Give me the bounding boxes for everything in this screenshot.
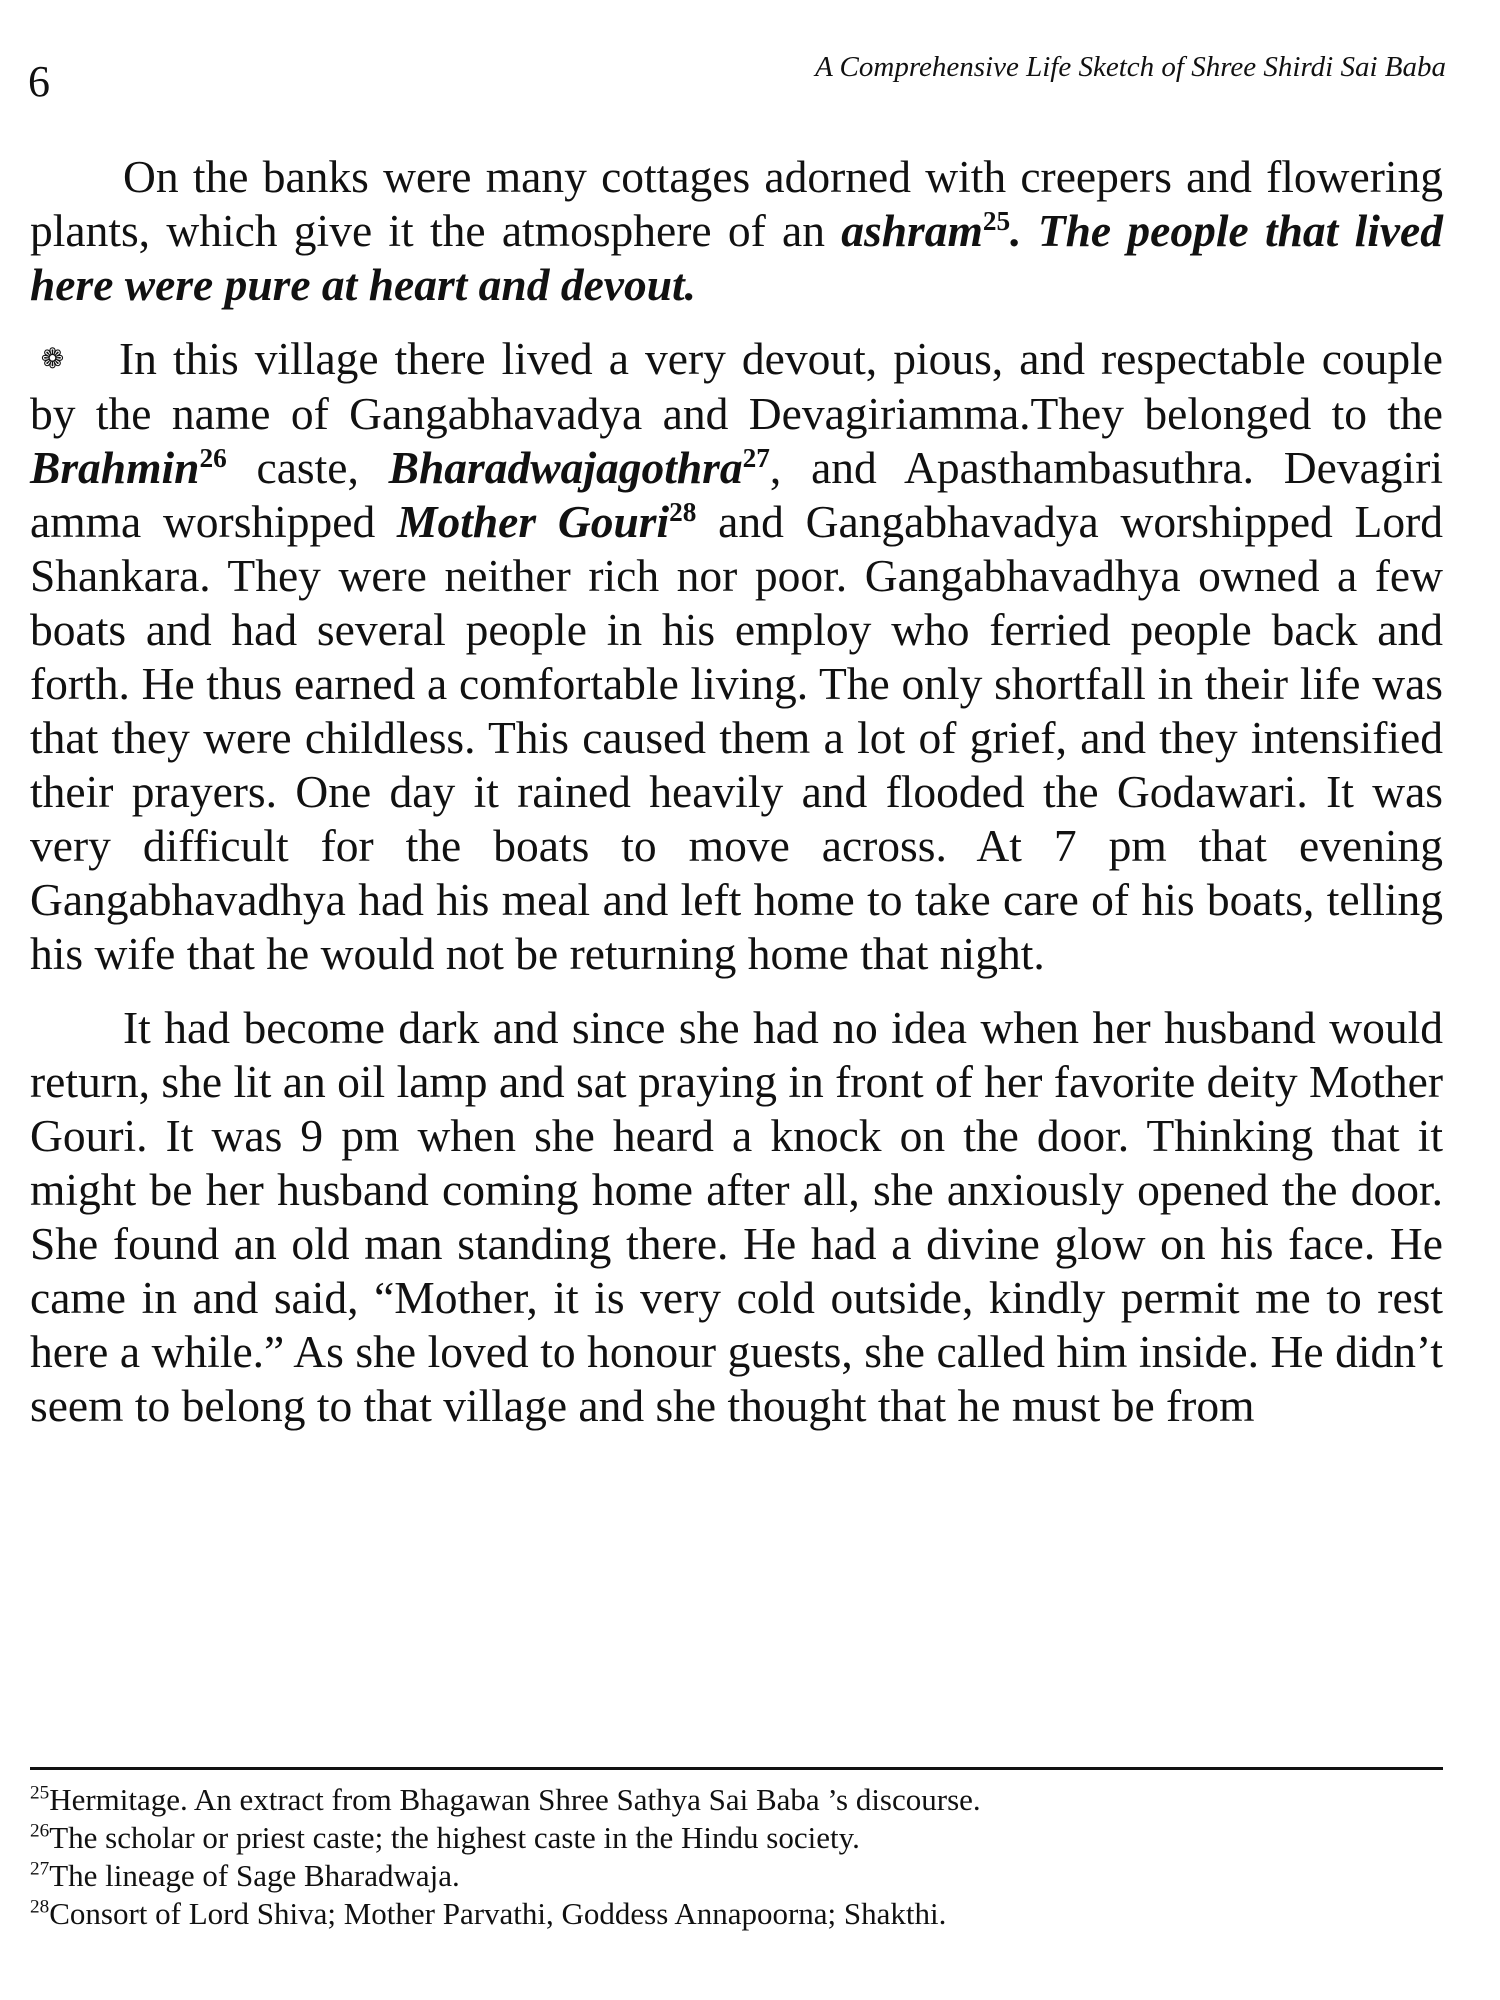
term-bharadwajagothra: Bharadwajagothra — [388, 442, 743, 493]
footnotes — [30, 1781, 1443, 1933]
footnote-26 — [30, 1819, 1443, 1857]
paragraph-text: and Gangabhavadya worshipped Lord Shankara. They were neither rich nor poor. Gangabhavadhya owned a few boats and had several people in his employ who ferried people back and forth. He thus earned a comfortable living. The only shortfall in their life was that they were childless. This caused them a lot of grief, and they intensified their prayers. One day it rained heavily and flooded the Godawari. It was very difficult for the boats to move across. At 7 pm that evening Gangabhavadhya had his meal and left home to take care of his boats, telling his wife that he would not be returning home that night. — [30, 496, 1443, 979]
paragraph-text: , and Apasthambasuthra. Devagiri amma worshipped — [30, 442, 1443, 547]
footnote-number: 27 — [30, 1858, 50, 1880]
footnote-27 — [30, 1857, 1443, 1895]
term-ashram: ashram — [841, 205, 983, 256]
footnote-ref-25: 25 — [982, 205, 1011, 236]
term-mother-gouri: Mother Gouri — [397, 496, 670, 547]
page-number: 6 — [28, 57, 50, 106]
footnote-divider — [30, 1767, 1443, 1770]
footnote-text: Hermitage. An extract from Bhagawan Shree Sathya Sai Baba ’s discourse. — [49, 1782, 981, 1817]
paragraph-text: On the banks were many cottages adorned with creepers and flowering plants, which give it the atmosphere of an — [30, 151, 1443, 256]
paragraph-text: caste, — [226, 442, 389, 493]
footnote-ref-27: 27 — [742, 442, 770, 473]
footnote-number: 26 — [30, 1820, 50, 1842]
footnote-text: Consort of Lord Shiva; Mother Parvathi, Goddess Annapoorna; Shakthi. — [49, 1896, 947, 1931]
paragraph-text: . The people that lived here were pure at heart and devout. — [30, 205, 1443, 310]
paragraph-2 — [30, 332, 1443, 981]
paragraph-1 — [30, 150, 1443, 312]
main-text — [30, 150, 1443, 1453]
paragraph-3: It had become dark and since she had no idea when her husband would return, she lit an oil lamp and sat praying in front of her favorite deity Mother Gouri. It was 9 pm when she heard a knock on the door. Thinking that it might be her husband coming home after all, she anxiously opened the door. She found an old man standing there. He had a divine glow on his face. He came in and said, “Mother, it is very cold outside, kindly permit me to rest here a while.” As she loved to honour guests, she called him inside. He didn’t seem to belong to that village and she thought that he must be from — [30, 1002, 1443, 1431]
flower-bullet-icon: ❁ — [40, 344, 65, 375]
footnote-ref-28: 28 — [669, 496, 697, 527]
running-title: A Comprehensive Life Sketch of Shree Shirdi Sai Baba — [815, 51, 1446, 83]
paragraph-text: In this village there lived a very devout, pious, and respectable couple by the name of Gangabhavadya and Devagiriamma.They belonged to the — [30, 333, 1443, 439]
footnote-number: 25 — [30, 1782, 50, 1804]
footnote-28 — [30, 1895, 1443, 1933]
footnote-ref-26: 26 — [199, 442, 227, 473]
term-brahmin: Brahmin — [30, 442, 200, 493]
footnote-text: The scholar or priest caste; the highest caste in the Hindu society. — [49, 1820, 860, 1855]
footnote-text: The lineage of Sage Bharadwaja. — [49, 1858, 460, 1893]
footnote-25 — [30, 1781, 1443, 1819]
footnote-number: 28 — [30, 1896, 50, 1918]
